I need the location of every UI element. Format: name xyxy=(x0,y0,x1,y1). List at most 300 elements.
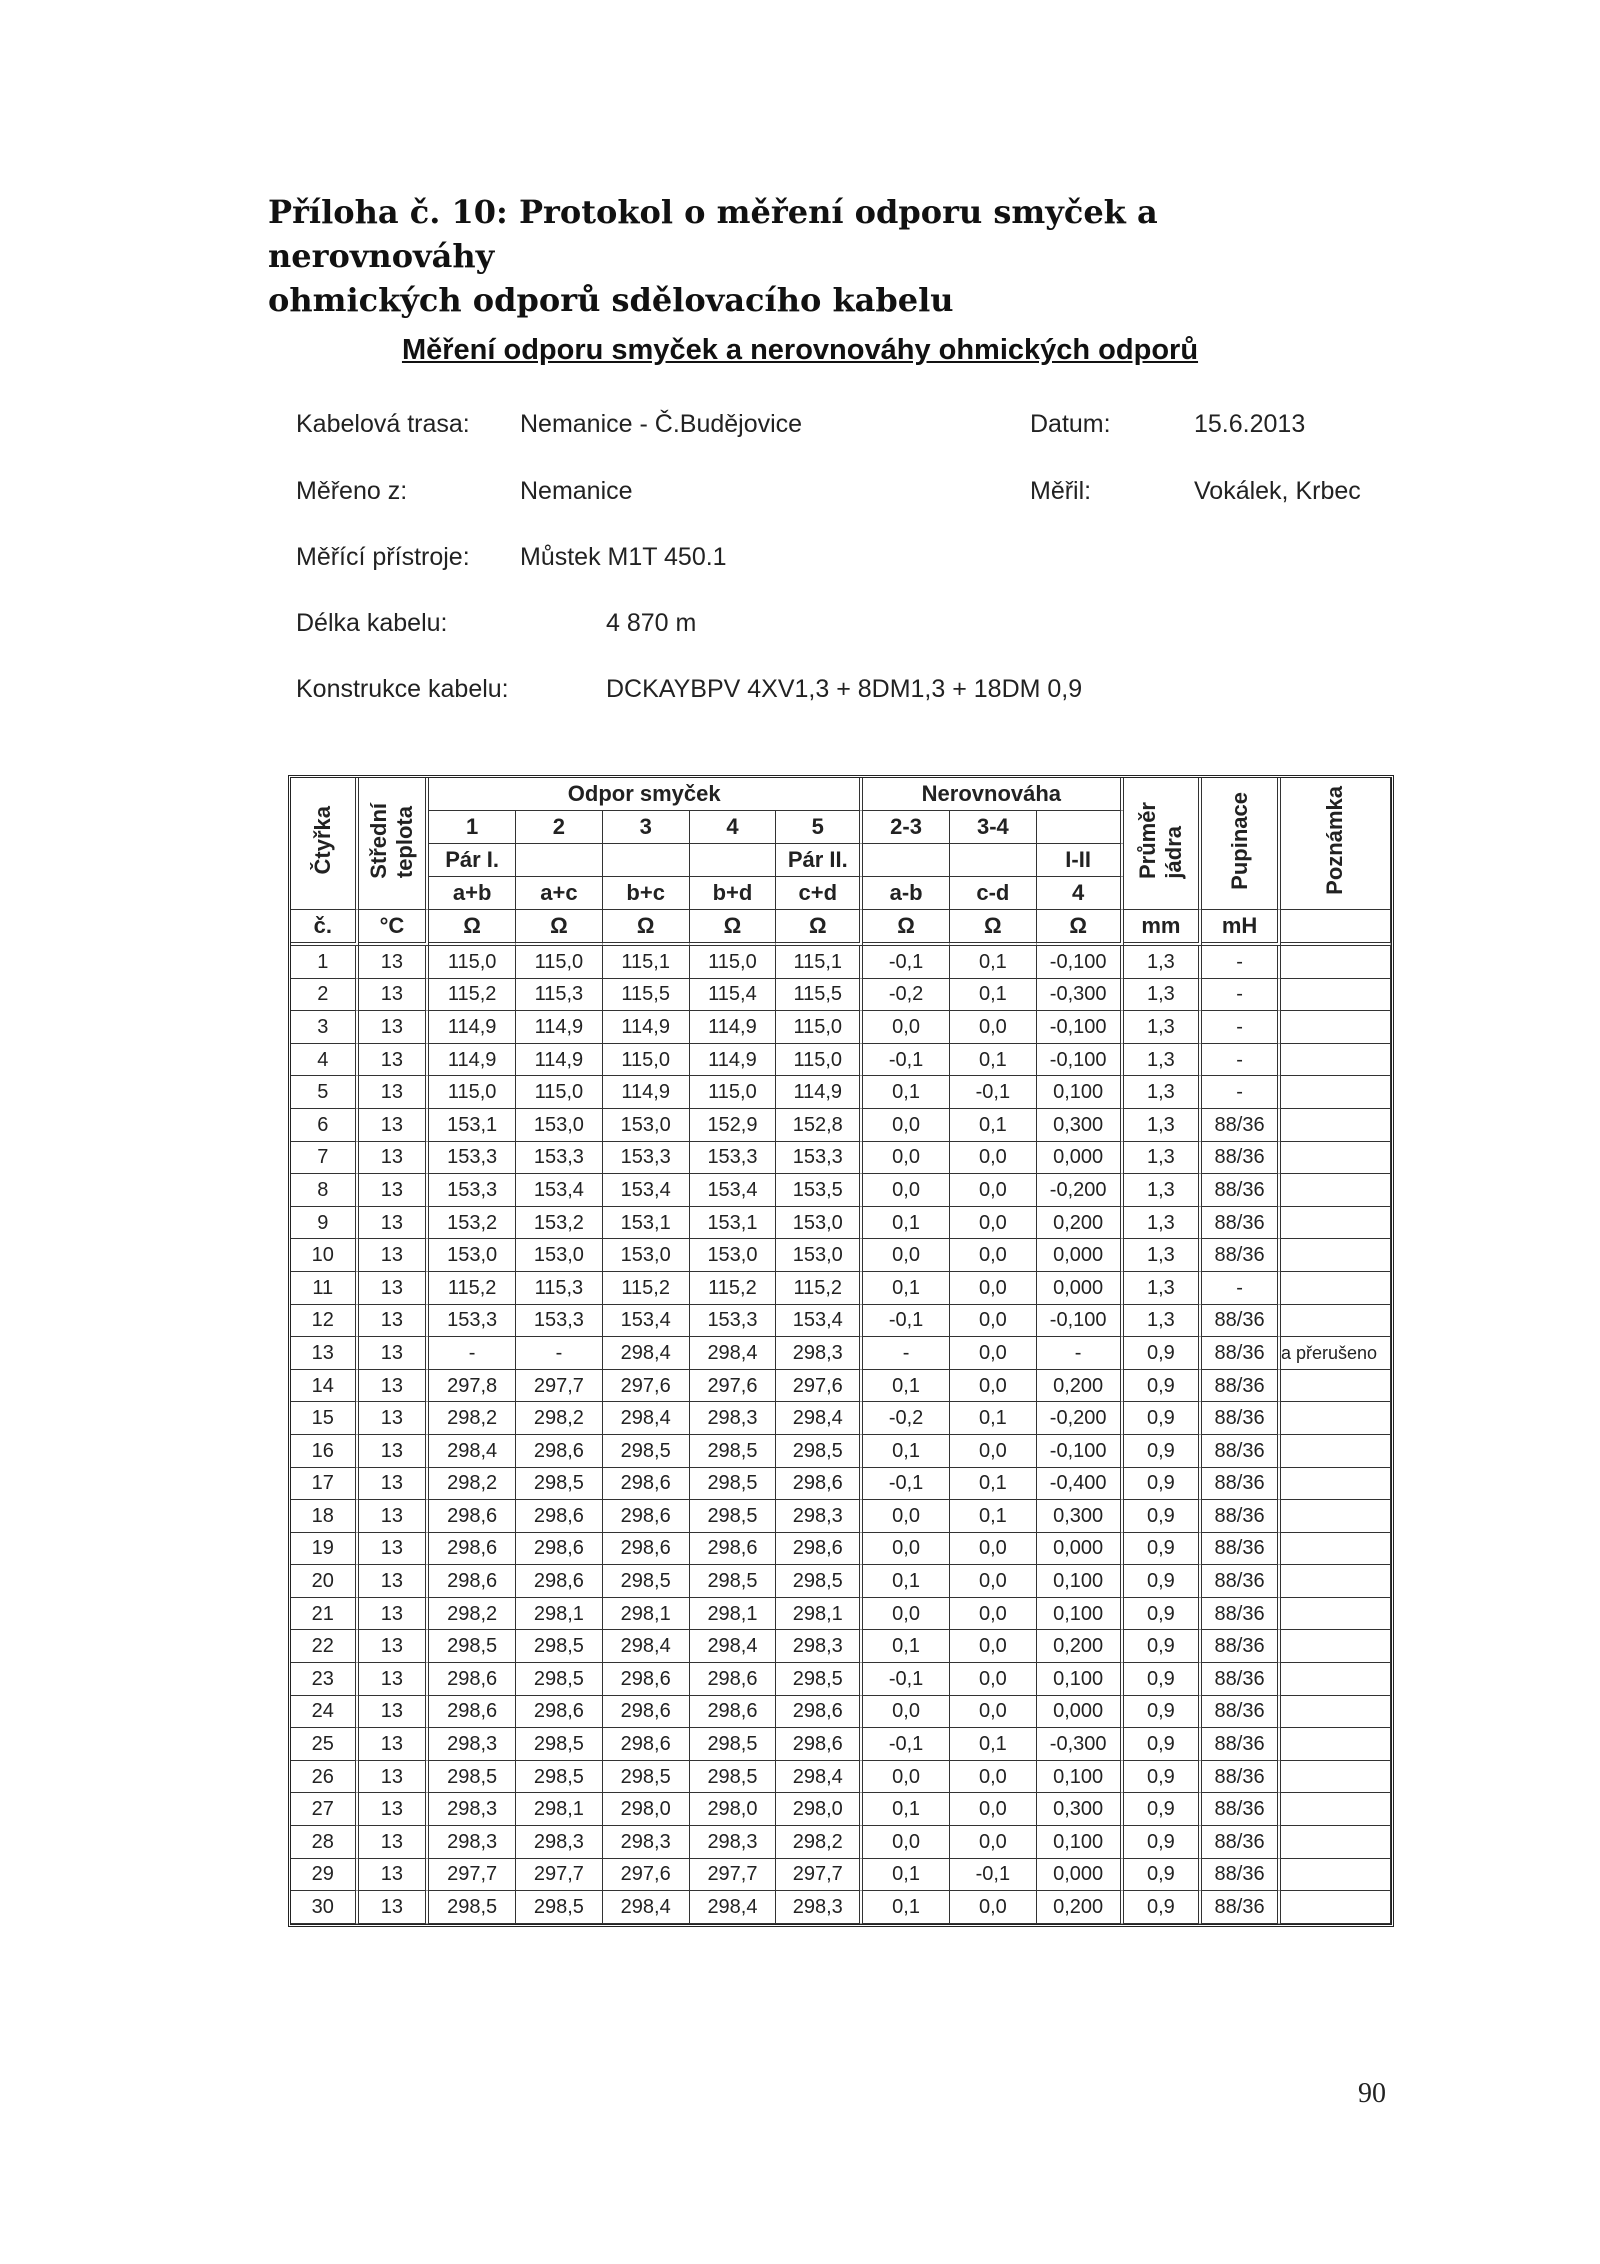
table-cell: 298,0 xyxy=(776,1793,863,1826)
table-cell: 153,0 xyxy=(516,1239,603,1272)
table-cell: 88/36 xyxy=(1202,1370,1281,1403)
header-loop-col-number: 2 xyxy=(516,811,603,844)
table-cell: 298,5 xyxy=(516,1468,603,1501)
table-cell: 115,0 xyxy=(776,1011,863,1044)
table-cell: 88/36 xyxy=(1202,1402,1281,1435)
table-cell: 1,3 xyxy=(1124,1272,1203,1305)
table-cell: 298,4 xyxy=(690,1630,777,1663)
table-cell: 115,5 xyxy=(776,979,863,1012)
table-cell: 13 xyxy=(359,946,430,979)
cable-construction-value: DCKAYBPV 4XV1,3 + 8DM1,3 + 18DM 0,9 xyxy=(606,675,1083,703)
table-header xyxy=(291,778,1391,946)
table-cell: 298,4 xyxy=(603,1891,690,1924)
note-cell xyxy=(1281,1402,1391,1435)
header-unit-cell: č. xyxy=(291,910,359,946)
table-cell: 153,3 xyxy=(603,1142,690,1175)
table-cell: - xyxy=(429,1337,516,1370)
table-row xyxy=(291,1761,1391,1794)
header-imbalance-col-mid xyxy=(950,844,1037,877)
table-cell: 115,2 xyxy=(690,1272,777,1305)
table-cell: 29 xyxy=(291,1859,359,1892)
table-cell: 298,4 xyxy=(776,1402,863,1435)
measured-by-value: Vokálek, Krbec xyxy=(1194,477,1361,505)
table-cell: -0,1 xyxy=(950,1076,1037,1109)
table-cell: -0,2 xyxy=(863,1402,950,1435)
measured-by-label: Měřil: xyxy=(1030,477,1092,505)
table-cell: 0,0 xyxy=(950,1630,1037,1663)
table-cell: 1,3 xyxy=(1124,946,1203,979)
table-cell: 0,200 xyxy=(1037,1891,1124,1924)
table-cell: 0,1 xyxy=(863,1272,950,1305)
table-cell: 0,9 xyxy=(1124,1696,1203,1729)
table-cell: - xyxy=(1202,1272,1281,1305)
table-row xyxy=(291,1663,1391,1696)
table-cell: 153,3 xyxy=(516,1142,603,1175)
table-cell: -0,200 xyxy=(1037,1402,1124,1435)
table-cell: 153,0 xyxy=(603,1239,690,1272)
table-cell: 298,5 xyxy=(690,1728,777,1761)
table-cell: 298,4 xyxy=(690,1337,777,1370)
header-loop-col-wires: c+d xyxy=(776,877,863,910)
table-cell: 153,3 xyxy=(690,1305,777,1338)
table-cell: 13 xyxy=(359,1891,430,1924)
table-cell: 0,0 xyxy=(950,1239,1037,1272)
table-cell: 0,1 xyxy=(863,1435,950,1468)
table-cell: 152,9 xyxy=(690,1109,777,1142)
table-cell: 153,4 xyxy=(603,1305,690,1338)
table-cell: -0,200 xyxy=(1037,1174,1124,1207)
table-cell: 298,5 xyxy=(690,1565,777,1598)
table-cell: -0,300 xyxy=(1037,1728,1124,1761)
table-cell: -0,100 xyxy=(1037,946,1124,979)
table-cell: 13 xyxy=(359,1207,430,1240)
table-cell: 115,0 xyxy=(516,946,603,979)
measurement-table-wrapper xyxy=(288,775,1394,1927)
table-cell: 13 xyxy=(359,1500,430,1533)
table-row xyxy=(291,1500,1391,1533)
table-cell: 0,0 xyxy=(950,1174,1037,1207)
table-cell: -0,1 xyxy=(863,946,950,979)
header-loading-coil xyxy=(1202,778,1281,910)
header-loop-resistance: Odpor smyček xyxy=(429,778,863,811)
table-cell: 1,3 xyxy=(1124,1239,1203,1272)
table-row xyxy=(291,979,1391,1012)
table-cell: 0,9 xyxy=(1124,1793,1203,1826)
table-cell: 0,0 xyxy=(950,1793,1037,1826)
table-cell: 0,9 xyxy=(1124,1370,1203,1403)
note-cell xyxy=(1281,1207,1391,1240)
cable-length-label: Délka kabelu: xyxy=(296,609,448,637)
table-cell: 298,5 xyxy=(776,1435,863,1468)
table-row xyxy=(291,1239,1391,1272)
table-cell: 4 xyxy=(291,1044,359,1077)
table-cell: 115,5 xyxy=(603,979,690,1012)
table-row xyxy=(291,1435,1391,1468)
table-cell: -0,100 xyxy=(1037,1305,1124,1338)
table-cell: 298,5 xyxy=(690,1500,777,1533)
table-cell: 0,200 xyxy=(1037,1370,1124,1403)
header-quad-label: Čtyřka xyxy=(309,806,335,875)
table-cell: 298,5 xyxy=(776,1663,863,1696)
table-cell: 0,000 xyxy=(1037,1272,1124,1305)
table-cell: 115,0 xyxy=(603,1044,690,1077)
note-cell xyxy=(1281,1500,1391,1533)
table-cell: 298,6 xyxy=(776,1696,863,1729)
table-cell: 115,2 xyxy=(429,1272,516,1305)
table-cell: 7 xyxy=(291,1142,359,1175)
table-cell: -0,1 xyxy=(863,1044,950,1077)
table-cell: 0,1 xyxy=(950,946,1037,979)
note-cell xyxy=(1281,1891,1391,1924)
note-cell xyxy=(1281,1435,1391,1468)
table-cell: 15 xyxy=(291,1402,359,1435)
header-loop-col-pair: Pár II. xyxy=(776,844,863,877)
table-cell: 298,5 xyxy=(603,1761,690,1794)
header-imbalance-col-mid: I-II xyxy=(1037,844,1124,877)
table-cell: 153,0 xyxy=(690,1239,777,1272)
table-row xyxy=(291,1891,1391,1924)
appendix-title-line-1: Příloha č. 10: Protokol o měření odporu smyček a nerovnováhy xyxy=(268,193,1158,275)
note-cell xyxy=(1281,1663,1391,1696)
table-cell: 298,5 xyxy=(603,1435,690,1468)
table-row xyxy=(291,1272,1391,1305)
table-cell: 115,0 xyxy=(516,1076,603,1109)
table-cell: 298,5 xyxy=(429,1891,516,1924)
table-cell: 298,4 xyxy=(603,1402,690,1435)
note-cell xyxy=(1281,979,1391,1012)
header-loop-col-pair xyxy=(690,844,777,877)
table-cell: 298,6 xyxy=(429,1533,516,1566)
cable-construction-label: Konstrukce kabelu: xyxy=(296,675,509,703)
table-cell: 298,2 xyxy=(776,1826,863,1859)
table-cell: 153,0 xyxy=(776,1239,863,1272)
table-cell: 11 xyxy=(291,1272,359,1305)
table-cell: 298,6 xyxy=(429,1565,516,1598)
table-cell: 298,6 xyxy=(516,1533,603,1566)
table-cell: 8 xyxy=(291,1174,359,1207)
table-cell: 88/36 xyxy=(1202,1793,1281,1826)
appendix-title xyxy=(268,190,1368,322)
table-cell: 0,0 xyxy=(863,1826,950,1859)
table-cell: 0,000 xyxy=(1037,1859,1124,1892)
table-cell: 298,5 xyxy=(429,1761,516,1794)
table-cell: 115,0 xyxy=(429,1076,516,1109)
table-cell: 22 xyxy=(291,1630,359,1663)
table-cell: 298,5 xyxy=(516,1891,603,1924)
table-cell: 13 xyxy=(359,1468,430,1501)
table-cell: 88/36 xyxy=(1202,1598,1281,1631)
table-cell: 0,0 xyxy=(950,1565,1037,1598)
table-row xyxy=(291,1142,1391,1175)
header-loop-col-pair: Pár I. xyxy=(429,844,516,877)
table-cell: 298,6 xyxy=(603,1696,690,1729)
table-cell: 13 xyxy=(359,1793,430,1826)
table-cell: 0,0 xyxy=(950,1761,1037,1794)
table-cell: 298,1 xyxy=(603,1598,690,1631)
table-cell: 298,3 xyxy=(776,1630,863,1663)
table-cell: 298,2 xyxy=(429,1468,516,1501)
table-row xyxy=(291,1859,1391,1892)
table-cell: 298,5 xyxy=(516,1761,603,1794)
header-unit-cell: Ω xyxy=(603,910,690,946)
note-cell xyxy=(1281,1598,1391,1631)
table-cell: 0,0 xyxy=(950,1435,1037,1468)
instruments-label: Měřící přístroje: xyxy=(296,543,470,571)
header-unit-cell xyxy=(1281,910,1391,946)
table-cell: 0,100 xyxy=(1037,1598,1124,1631)
table-cell: 153,3 xyxy=(690,1142,777,1175)
table-body xyxy=(291,946,1391,1924)
table-cell: 298,5 xyxy=(429,1630,516,1663)
table-cell: 0,1 xyxy=(950,979,1037,1012)
header-imbalance-col-wires: a-b xyxy=(863,877,950,910)
table-cell: 298,4 xyxy=(603,1337,690,1370)
table-cell: 12 xyxy=(291,1305,359,1338)
table-cell: 0,0 xyxy=(950,1891,1037,1924)
table-cell: 297,6 xyxy=(603,1859,690,1892)
table-cell: 153,4 xyxy=(690,1174,777,1207)
table-cell: 13 xyxy=(359,1239,430,1272)
table-cell: 0,0 xyxy=(863,1109,950,1142)
table-cell: -0,100 xyxy=(1037,1044,1124,1077)
table-cell: 88/36 xyxy=(1202,1305,1281,1338)
table-cell: 0,0 xyxy=(950,1142,1037,1175)
table-cell: 88/36 xyxy=(1202,1207,1281,1240)
table-cell: 0,300 xyxy=(1037,1500,1124,1533)
table-cell: 13 xyxy=(359,1109,430,1142)
table-cell: 298,4 xyxy=(776,1761,863,1794)
table-cell: 25 xyxy=(291,1728,359,1761)
table-cell: 13 xyxy=(359,1011,430,1044)
table-cell: 298,6 xyxy=(429,1500,516,1533)
table-cell: 298,6 xyxy=(690,1663,777,1696)
table-cell: 298,6 xyxy=(516,1696,603,1729)
table-cell: 0,1 xyxy=(950,1109,1037,1142)
table-cell: 298,6 xyxy=(776,1468,863,1501)
table-cell: 0,0 xyxy=(950,1305,1037,1338)
table-cell: 298,5 xyxy=(516,1663,603,1696)
table-row xyxy=(291,1565,1391,1598)
table-cell: 298,1 xyxy=(516,1598,603,1631)
header-loop-col-number: 1 xyxy=(429,811,516,844)
table-cell: 298,6 xyxy=(690,1533,777,1566)
table-cell: 0,9 xyxy=(1124,1761,1203,1794)
table-cell: 0,0 xyxy=(950,1533,1037,1566)
table-cell: 0,1 xyxy=(950,1728,1037,1761)
table-cell: 0,9 xyxy=(1124,1533,1203,1566)
table-cell: 297,7 xyxy=(516,1859,603,1892)
table-cell: 13 xyxy=(359,1859,430,1892)
table-cell: 0,9 xyxy=(1124,1728,1203,1761)
table-cell: 298,6 xyxy=(516,1435,603,1468)
table-cell: 0,1 xyxy=(863,1370,950,1403)
table-cell: 0,200 xyxy=(1037,1207,1124,1240)
note-cell xyxy=(1281,1565,1391,1598)
table-cell: 114,9 xyxy=(603,1011,690,1044)
table-row xyxy=(291,1174,1391,1207)
table-cell: 0,100 xyxy=(1037,1076,1124,1109)
note-cell xyxy=(1281,1859,1391,1892)
measurement-table xyxy=(288,775,1394,1927)
table-cell: 0,1 xyxy=(863,1793,950,1826)
table-cell: 298,5 xyxy=(690,1468,777,1501)
table-cell: 298,0 xyxy=(603,1793,690,1826)
table-cell: - xyxy=(1037,1337,1124,1370)
cable-length-value: 4 870 m xyxy=(606,609,697,637)
table-cell: 153,4 xyxy=(776,1305,863,1338)
table-cell: 0,9 xyxy=(1124,1630,1203,1663)
table-cell: 298,3 xyxy=(603,1826,690,1859)
table-cell: 18 xyxy=(291,1500,359,1533)
table-cell: -0,2 xyxy=(863,979,950,1012)
note-cell xyxy=(1281,1728,1391,1761)
table-cell: -0,300 xyxy=(1037,979,1124,1012)
table-cell: 1,3 xyxy=(1124,1076,1203,1109)
table-cell: 298,6 xyxy=(776,1533,863,1566)
table-cell: 2 xyxy=(291,979,359,1012)
header-imbalance-col-mid xyxy=(863,844,950,877)
table-cell: 88/36 xyxy=(1202,1109,1281,1142)
header-quad xyxy=(291,778,359,910)
table-cell: 0,0 xyxy=(863,1174,950,1207)
table-row xyxy=(291,1076,1391,1109)
protocol-heading: Měření odporu smyček a nerovnováhy ohmických odporů xyxy=(401,334,1199,366)
header-core-diameter xyxy=(1124,778,1203,910)
table-cell: 297,6 xyxy=(690,1370,777,1403)
table-cell: 115,0 xyxy=(776,1044,863,1077)
note-cell xyxy=(1281,1793,1391,1826)
header-imbalance-col-wires: c-d xyxy=(950,877,1037,910)
table-cell: 13 xyxy=(291,1337,359,1370)
table-cell: 153,3 xyxy=(429,1142,516,1175)
table-cell: 153,4 xyxy=(516,1174,603,1207)
table-cell: 298,3 xyxy=(690,1826,777,1859)
table-cell: 0,1 xyxy=(950,1044,1037,1077)
header-temperature xyxy=(359,778,430,910)
table-cell: 0,0 xyxy=(863,1533,950,1566)
header-imbalance-col-number xyxy=(1037,811,1124,844)
table-row xyxy=(291,1630,1391,1663)
note-cell xyxy=(1281,1109,1391,1142)
table-cell: 17 xyxy=(291,1468,359,1501)
note-cell xyxy=(1281,1142,1391,1175)
table-cell: 13 xyxy=(359,1533,430,1566)
table-cell: 0,1 xyxy=(863,1565,950,1598)
table-cell: 153,2 xyxy=(516,1207,603,1240)
table-cell: 88/36 xyxy=(1202,1435,1281,1468)
table-cell: 1,3 xyxy=(1124,1207,1203,1240)
table-cell: 28 xyxy=(291,1826,359,1859)
note-cell xyxy=(1281,1696,1391,1729)
table-cell: 298,3 xyxy=(516,1826,603,1859)
table-cell: 13 xyxy=(359,1044,430,1077)
table-cell: 153,1 xyxy=(603,1207,690,1240)
header-imbalance-col-wires: 4 xyxy=(1037,877,1124,910)
table-cell: 1,3 xyxy=(1124,1174,1203,1207)
table-cell: 298,5 xyxy=(603,1565,690,1598)
table-cell: 114,9 xyxy=(429,1011,516,1044)
table-cell: -0,1 xyxy=(863,1305,950,1338)
table-cell: 13 xyxy=(359,1630,430,1663)
header-unit-cell: Ω xyxy=(1037,910,1124,946)
table-cell: 115,3 xyxy=(516,979,603,1012)
header-unit-cell: °C xyxy=(359,910,430,946)
table-row xyxy=(291,1728,1391,1761)
table-cell: 0,000 xyxy=(1037,1239,1124,1272)
table-cell: 13 xyxy=(359,1826,430,1859)
table-row xyxy=(291,1468,1391,1501)
table-cell: - xyxy=(1202,946,1281,979)
note-cell xyxy=(1281,946,1391,979)
table-cell: 115,0 xyxy=(429,946,516,979)
header-unit-cell: Ω xyxy=(863,910,950,946)
table-cell: 0,0 xyxy=(950,1598,1037,1631)
table-cell: 0,0 xyxy=(863,1239,950,1272)
table-cell: 88/36 xyxy=(1202,1337,1281,1370)
table-cell: 1 xyxy=(291,946,359,979)
table-cell: 153,0 xyxy=(429,1239,516,1272)
table-cell: 0,1 xyxy=(863,1891,950,1924)
table-cell: 298,6 xyxy=(516,1565,603,1598)
note-cell xyxy=(1281,1239,1391,1272)
table-cell: 88/36 xyxy=(1202,1174,1281,1207)
table-cell: 0,9 xyxy=(1124,1598,1203,1631)
table-cell: 298,3 xyxy=(690,1402,777,1435)
table-cell: - xyxy=(1202,1044,1281,1077)
table-cell: 0,0 xyxy=(863,1761,950,1794)
date-value: 15.6.2013 xyxy=(1194,410,1306,438)
table-cell: 297,6 xyxy=(603,1370,690,1403)
table-cell: 115,2 xyxy=(603,1272,690,1305)
table-cell: 298,3 xyxy=(776,1891,863,1924)
table-cell: 9 xyxy=(291,1207,359,1240)
table-cell: 13 xyxy=(359,1076,430,1109)
table-cell: 114,9 xyxy=(429,1044,516,1077)
table-cell: 115,3 xyxy=(516,1272,603,1305)
header-loop-col-number: 5 xyxy=(776,811,863,844)
table-row xyxy=(291,1044,1391,1077)
table-cell: 88/36 xyxy=(1202,1891,1281,1924)
table-cell: 298,6 xyxy=(603,1468,690,1501)
table-cell: 114,9 xyxy=(603,1076,690,1109)
table-cell: 297,7 xyxy=(776,1859,863,1892)
table-row xyxy=(291,1696,1391,1729)
table-cell: - xyxy=(1202,1011,1281,1044)
table-cell: 153,1 xyxy=(690,1207,777,1240)
table-cell: 297,6 xyxy=(776,1370,863,1403)
table-cell: 298,6 xyxy=(603,1533,690,1566)
table-cell: -0,1 xyxy=(863,1468,950,1501)
note-cell xyxy=(1281,1826,1391,1859)
table-cell: - xyxy=(516,1337,603,1370)
table-cell: 114,9 xyxy=(776,1076,863,1109)
table-cell: 27 xyxy=(291,1793,359,1826)
table-cell: 0,0 xyxy=(950,1207,1037,1240)
note-cell xyxy=(1281,1076,1391,1109)
table-cell: 1,3 xyxy=(1124,1142,1203,1175)
table-row xyxy=(291,1011,1391,1044)
table-cell: 13 xyxy=(359,1435,430,1468)
table-cell: 298,1 xyxy=(776,1598,863,1631)
table-cell: 153,5 xyxy=(776,1174,863,1207)
header-loop-col-wires: b+c xyxy=(603,877,690,910)
table-cell: 153,0 xyxy=(516,1109,603,1142)
note-cell xyxy=(1281,1305,1391,1338)
table-cell: 153,3 xyxy=(429,1305,516,1338)
table-cell: 13 xyxy=(359,1402,430,1435)
table-cell: 0,0 xyxy=(950,1370,1037,1403)
table-cell: 153,0 xyxy=(603,1109,690,1142)
